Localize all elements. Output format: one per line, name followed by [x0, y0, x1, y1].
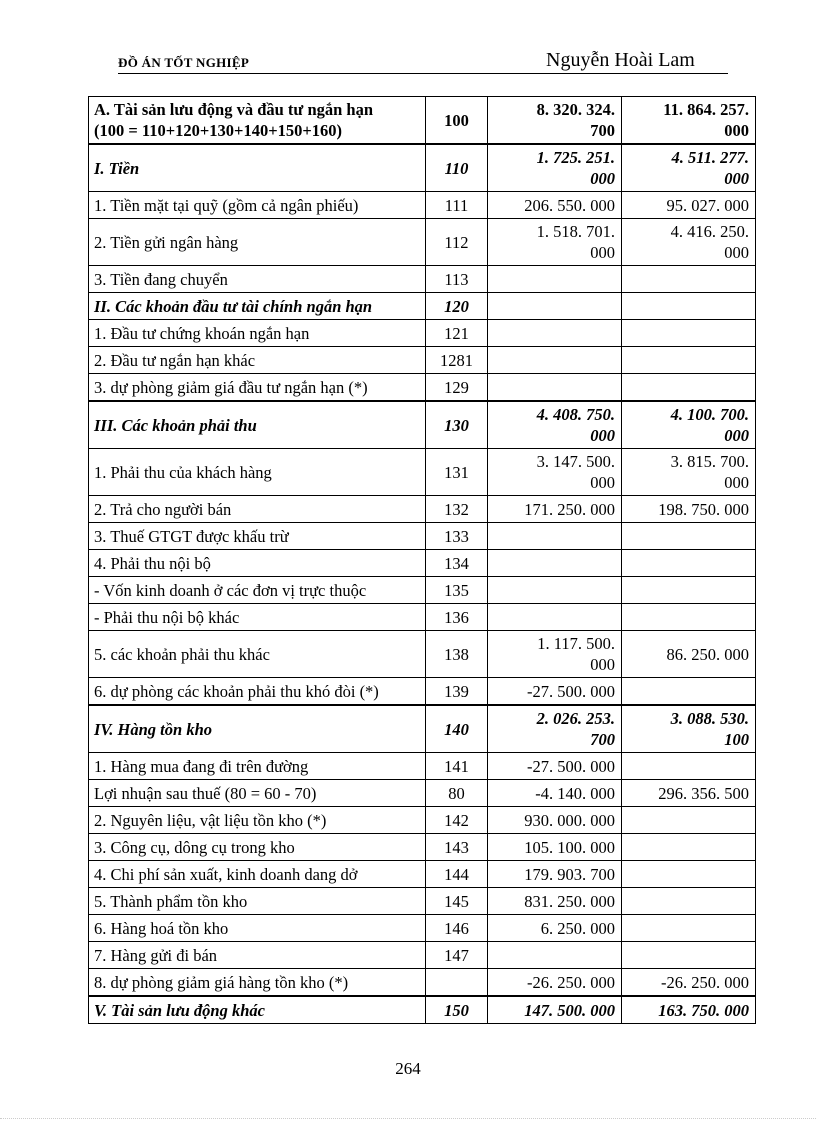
row-value-end: [622, 861, 756, 888]
row-description: [89, 888, 426, 915]
value-line: 000: [724, 426, 749, 445]
table-row: [89, 347, 756, 374]
row-description: [89, 577, 426, 604]
row-description: [89, 97, 426, 145]
row-value-begin: [488, 753, 622, 780]
row-description-line: 3. Tiền đang chuyển: [94, 269, 228, 289]
value-line: 171. 250. 000: [524, 499, 615, 519]
row-description: [89, 780, 426, 807]
row-value-end: [622, 969, 756, 997]
row-code: 112: [426, 219, 488, 266]
row-description: [89, 604, 426, 631]
row-description-line: 2. Nguyên liệu, vật liệu tồn kho (*): [94, 810, 327, 830]
row-value-begin: [488, 192, 622, 219]
value-line: 8. 320. 324.: [536, 100, 615, 119]
row-description: [89, 293, 426, 320]
row-description: [89, 219, 426, 266]
row-value-end: [622, 401, 756, 449]
value-line: 296. 356. 500: [658, 783, 749, 803]
row-description-line: 6. dự phòng các khoản phải thu khó đòi (*): [94, 681, 379, 701]
value-line: 95. 027. 000: [666, 195, 749, 215]
table-row: [89, 834, 756, 861]
table-row: [89, 888, 756, 915]
table-row: [89, 320, 756, 347]
value-line: 700: [590, 730, 615, 749]
row-value-end: [622, 144, 756, 192]
value-line: -26. 250. 000: [527, 972, 615, 992]
row-value-end: [622, 347, 756, 374]
row-description-line: Lợi nhuận sau thuế (80 = 60 - 70): [94, 783, 317, 803]
row-description-line: 2. Tiền gửi ngân hàng: [94, 232, 239, 252]
row-description: [89, 550, 426, 577]
row-value-end: [622, 604, 756, 631]
table-row: [89, 449, 756, 496]
row-description-line: 3. Thuế GTGT được khấu trừ: [94, 526, 289, 546]
value-line: -27. 500. 000: [527, 756, 615, 776]
value-line: -27. 500. 000: [527, 681, 615, 701]
row-description-line: 4. Chi phí sản xuất, kinh doanh dang dở: [94, 864, 358, 884]
row-code: 146: [426, 915, 488, 942]
value-line: 000: [590, 473, 615, 492]
value-line: 831. 250. 000: [524, 891, 615, 911]
row-value-begin: [488, 144, 622, 192]
row-code: 142: [426, 807, 488, 834]
row-value-begin: [488, 449, 622, 496]
row-code: 145: [426, 888, 488, 915]
row-description-line: 4. Phải thu nội bộ: [94, 553, 211, 573]
value-line: 3. 815. 700.: [670, 452, 749, 471]
value-line: 1. 725. 251.: [536, 148, 615, 167]
row-value-end: [622, 705, 756, 753]
row-value-end: [622, 807, 756, 834]
row-value-begin: [488, 604, 622, 631]
row-value-end: [622, 97, 756, 145]
value-line: -26. 250. 000: [661, 972, 749, 992]
row-value-begin: [488, 577, 622, 604]
row-description-line: - Vốn kinh doanh ở các đơn vị trực thuộc: [94, 580, 367, 600]
value-line: 11. 864. 257.: [663, 100, 749, 119]
row-description-line: IV. Hàng tồn kho: [94, 719, 212, 739]
row-description: [89, 401, 426, 449]
row-code: 139: [426, 678, 488, 706]
row-description: [89, 753, 426, 780]
row-description-line: 3. Công cụ, dông cụ trong kho: [94, 837, 295, 857]
row-value-end: [622, 523, 756, 550]
value-line: 3. 088. 530.: [670, 709, 749, 728]
row-code: 138: [426, 631, 488, 678]
row-description: [89, 523, 426, 550]
row-code: 135: [426, 577, 488, 604]
row-description-line: 3. dự phòng giảm giá đầu tư ngắn hạn (*): [94, 377, 368, 397]
value-line: 2. 026. 253.: [536, 709, 615, 728]
row-code: 80: [426, 780, 488, 807]
row-code: 131: [426, 449, 488, 496]
table-row: [89, 705, 756, 753]
row-description: [89, 266, 426, 293]
page-bottom-divider: [0, 1118, 816, 1119]
table-row: [89, 293, 756, 320]
row-value-begin: [488, 861, 622, 888]
row-value-begin: [488, 942, 622, 969]
row-description: [89, 144, 426, 192]
row-description: [89, 915, 426, 942]
row-description: [89, 807, 426, 834]
row-description: [89, 969, 426, 997]
row-code: 121: [426, 320, 488, 347]
row-value-end: [622, 577, 756, 604]
row-value-end: [622, 753, 756, 780]
row-value-begin: [488, 374, 622, 402]
row-value-end: [622, 942, 756, 969]
row-value-end: [622, 293, 756, 320]
row-description: [89, 942, 426, 969]
row-value-begin: [488, 347, 622, 374]
value-line: 206. 550. 000: [524, 195, 615, 215]
table-row: [89, 192, 756, 219]
row-code: 134: [426, 550, 488, 577]
table-row: [89, 780, 756, 807]
row-description-line: 2. Trả cho người bán: [94, 499, 232, 519]
header-author: Nguyễn Hoài Lam: [546, 49, 695, 71]
value-line: 700: [590, 121, 615, 140]
value-line: 3. 147. 500.: [536, 452, 615, 471]
table-row: [89, 401, 756, 449]
row-code: 120: [426, 293, 488, 320]
row-code: 100: [426, 97, 488, 145]
row-value-end: [622, 631, 756, 678]
row-description: [89, 449, 426, 496]
row-value-begin: [488, 678, 622, 706]
table-row: [89, 631, 756, 678]
value-line: 000: [724, 473, 749, 492]
row-code: 141: [426, 753, 488, 780]
value-line: 147. 500. 000: [524, 1000, 615, 1020]
row-description: [89, 374, 426, 402]
row-value-begin: [488, 320, 622, 347]
value-line: 000: [590, 243, 615, 262]
value-line: 4. 416. 250.: [670, 222, 749, 241]
row-description: [89, 705, 426, 753]
value-line: 000: [724, 243, 749, 262]
row-code: [426, 969, 488, 997]
balance-sheet-body: [89, 97, 756, 1024]
row-description-line: 1. Phải thu của khách hàng: [94, 462, 272, 482]
row-value-end: [622, 915, 756, 942]
row-description-line: V. Tài sản lưu động khác: [94, 1000, 265, 1020]
row-code: 133: [426, 523, 488, 550]
table-row: [89, 219, 756, 266]
table-row: [89, 550, 756, 577]
row-description-line: 8. dự phòng giảm giá hàng tồn kho (*): [94, 972, 349, 992]
table-row: [89, 604, 756, 631]
row-value-begin: [488, 550, 622, 577]
row-value-begin: [488, 834, 622, 861]
table-row: [89, 861, 756, 888]
table-row: [89, 144, 756, 192]
value-line: 4. 408. 750.: [536, 405, 615, 424]
value-line: 4. 511. 277.: [671, 148, 749, 167]
table-row: [89, 577, 756, 604]
row-value-begin: [488, 807, 622, 834]
row-value-end: [622, 834, 756, 861]
value-line: 86. 250. 000: [666, 644, 749, 664]
row-value-end: [622, 219, 756, 266]
row-value-end: [622, 678, 756, 706]
row-value-begin: [488, 293, 622, 320]
row-value-end: [622, 266, 756, 293]
table-row: [89, 678, 756, 706]
row-value-begin: [488, 888, 622, 915]
table-row: [89, 996, 756, 1024]
table-row: [89, 915, 756, 942]
row-value-begin: [488, 496, 622, 523]
row-code: 130: [426, 401, 488, 449]
row-value-end: [622, 320, 756, 347]
row-value-begin: [488, 266, 622, 293]
value-line: 000: [724, 169, 749, 188]
row-description-line: 6. Hàng hoá tồn kho: [94, 918, 229, 938]
row-code: 1281: [426, 347, 488, 374]
row-value-begin: [488, 705, 622, 753]
table-row: [89, 969, 756, 997]
table-row: [89, 942, 756, 969]
row-value-end: [622, 550, 756, 577]
row-value-end: [622, 449, 756, 496]
row-description: [89, 631, 426, 678]
table-row: [89, 374, 756, 402]
value-line: 163. 750. 000: [658, 1000, 749, 1020]
row-value-begin: [488, 631, 622, 678]
value-line: 1. 117. 500.: [537, 634, 615, 653]
row-code: 143: [426, 834, 488, 861]
row-description: [89, 192, 426, 219]
row-description-line: - Phải thu nội bộ khác: [94, 607, 240, 627]
row-value-end: [622, 192, 756, 219]
row-description-line: 5. các khoản phải thu khác: [94, 644, 270, 664]
row-value-end: [622, 996, 756, 1024]
row-code: 144: [426, 861, 488, 888]
row-code: 136: [426, 604, 488, 631]
value-line: 000: [724, 121, 749, 140]
row-description-line: II. Các khoản đầu tư tài chính ngắn hạn: [94, 296, 373, 316]
row-value-begin: [488, 780, 622, 807]
value-line: 6. 250. 000: [540, 918, 615, 938]
row-code: 140: [426, 705, 488, 753]
row-description: [89, 678, 426, 706]
row-code: 111: [426, 192, 488, 219]
row-description: [89, 320, 426, 347]
row-description: [89, 996, 426, 1024]
value-line: 4. 100. 700.: [670, 405, 749, 424]
row-description-line: (100 = 110+120+130+140+150+160): [94, 121, 342, 140]
row-description-line: 1. Đầu tư chứng khoán ngắn hạn: [94, 323, 310, 343]
value-line: 105. 100. 000: [524, 837, 615, 857]
row-value-end: [622, 888, 756, 915]
row-code: 129: [426, 374, 488, 402]
row-value-begin: [488, 969, 622, 997]
table-row: [89, 496, 756, 523]
row-description-line: 2. Đầu tư ngắn hạn khác: [94, 350, 256, 370]
table-row: [89, 266, 756, 293]
balance-sheet-table: [88, 96, 756, 1024]
header-divider: [118, 73, 728, 74]
value-line: 000: [590, 655, 615, 674]
row-value-begin: [488, 401, 622, 449]
row-description-line: 1. Hàng mua đang đi trên đường: [94, 756, 309, 776]
row-code: 132: [426, 496, 488, 523]
row-code: 113: [426, 266, 488, 293]
value-line: 179. 903. 700: [524, 864, 615, 884]
header-left-title: ĐỒ ÁN TỐT NGHIỆP: [118, 55, 250, 70]
table-row: [89, 807, 756, 834]
row-value-begin: [488, 219, 622, 266]
row-value-end: [622, 374, 756, 402]
value-line: 198. 750. 000: [658, 499, 749, 519]
row-description-line: 1. Tiền mặt tại quỹ (gồm cả ngân phiếu): [94, 195, 359, 215]
row-description-line: 5. Thành phẩm tồn kho: [94, 891, 248, 911]
row-value-end: [622, 496, 756, 523]
row-value-end: [622, 780, 756, 807]
row-value-begin: [488, 915, 622, 942]
row-code: 147: [426, 942, 488, 969]
page-number: 264: [395, 1059, 421, 1078]
row-description: [89, 834, 426, 861]
row-description: [89, 496, 426, 523]
row-description: [89, 861, 426, 888]
row-value-begin: [488, 523, 622, 550]
row-code: 110: [426, 144, 488, 192]
value-line: 100: [724, 730, 749, 749]
table-row: [89, 523, 756, 550]
value-line: 000: [590, 426, 615, 445]
value-line: 930. 000. 000: [524, 810, 615, 830]
table-row: [89, 753, 756, 780]
table-row: [89, 97, 756, 145]
row-description-line: I. Tiền: [94, 158, 140, 178]
row-value-begin: [488, 996, 622, 1024]
value-line: 000: [590, 169, 615, 188]
row-description-line: III. Các khoản phải thu: [94, 415, 257, 435]
row-description-line: 7. Hàng gửi đi bán: [94, 945, 218, 965]
row-description: [89, 347, 426, 374]
value-line: 1. 518. 701.: [536, 222, 615, 241]
value-line: -4. 140. 000: [535, 783, 615, 803]
row-code: 150: [426, 996, 488, 1024]
row-value-begin: [488, 97, 622, 145]
row-description-line: A. Tài sản lưu động và đầu tư ngắn hạn: [94, 100, 374, 119]
